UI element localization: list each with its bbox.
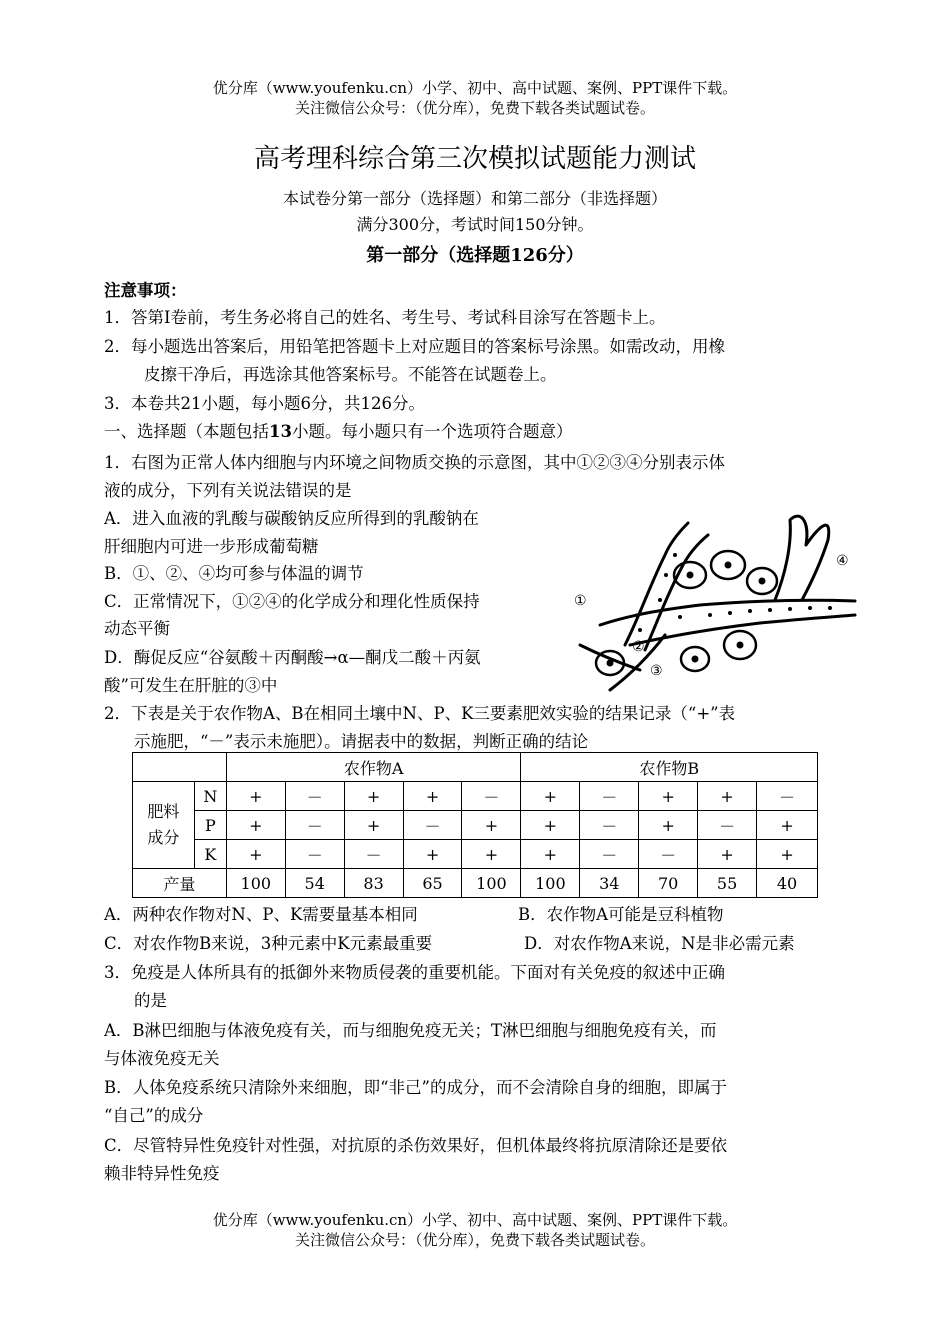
table-cell: －	[580, 811, 639, 840]
q1-option-d-2: 酸”可发生在肝脏的③中	[104, 676, 278, 695]
fertilizer-results-table	[132, 752, 818, 898]
header-line-1: 优分库（www.youfenku.cn）小学、初中、高中试题、案例、PPT课件下载。	[212, 79, 738, 97]
yield-label: 产量	[133, 869, 227, 898]
table-header-row	[133, 753, 818, 782]
table-row	[133, 782, 818, 811]
table-cell: +	[344, 782, 403, 811]
row-label-n: N	[194, 782, 226, 811]
table-row	[133, 840, 818, 869]
table-corner-cell	[133, 753, 227, 782]
q2-option-c: C．对农作物B来说，3种元素中K元素最重要	[104, 934, 433, 953]
footer-line-1: 优分库（www.youfenku.cn）小学、初中、高中试题、案例、PPT课件下载。	[212, 1211, 738, 1229]
q1-option-b: B．①、②、④均可参与体温的调节	[104, 564, 364, 583]
fertilizer-label-cell	[133, 782, 195, 869]
q2-option-a: A．两种农作物对N、P、K需要量基本相同	[104, 905, 418, 924]
figure-label-1: ①	[574, 593, 587, 609]
header-line-2: 关注微信公众号：（优分库），免费下载各类试题试卷。	[294, 99, 655, 117]
q1-option-d-1: D．酶促反应“谷氨酸＋丙酮酸→α—酮戊二酸＋丙氨	[104, 648, 481, 667]
subtitle-1: 本试卷分第一部分（选择题）和第二部分（非选择题）	[282, 189, 667, 208]
q3-stem-2: 的是	[134, 991, 167, 1010]
yield-cell: 70	[639, 869, 698, 898]
lymph-vessel	[775, 516, 829, 600]
table-cell: －	[580, 840, 639, 869]
yield-cell: 54	[285, 869, 344, 898]
yield-row	[133, 869, 818, 898]
table-cell: +	[462, 840, 521, 869]
table-cell: +	[639, 782, 698, 811]
yield-cell: 100	[226, 869, 285, 898]
table-cell: +	[226, 840, 285, 869]
q3-option-b-2: “自己”的成分	[104, 1106, 204, 1125]
table-cell: +	[226, 811, 285, 840]
notice-item-1: 1．答第I卷前，考生务必将自己的姓名、考生号、考试科目涂写在答题卡上。	[104, 308, 666, 327]
table-cell: +	[403, 782, 462, 811]
page-title: 高考理科综合第三次模拟试题能力测试	[253, 144, 696, 174]
body-fluid-exchange-figure	[570, 505, 860, 695]
table-cell: －	[462, 782, 521, 811]
fertilizer-label-1: 肥料	[147, 802, 180, 821]
yield-cell: 100	[462, 869, 521, 898]
table-cell: －	[698, 811, 757, 840]
table-row	[133, 811, 818, 840]
table-cell: +	[698, 782, 757, 811]
figure-label-3: ③	[650, 663, 663, 679]
q1-option-a-1: A．进入血液的乳酸与碳酸钠反应所得到的乳酸钠在	[104, 509, 479, 528]
table-cell: +	[757, 811, 818, 840]
footer-line-2: 关注微信公众号：（优分库），免费下载各类试题试卷。	[294, 1231, 655, 1249]
yield-cell: 100	[521, 869, 580, 898]
table-cell: +	[639, 811, 698, 840]
table-cell: －	[580, 782, 639, 811]
q3-option-b-1: B．人体免疫系统只清除外来细胞，即“非己”的成分，而不会清除自身的细胞，即属于	[104, 1078, 727, 1097]
section-pre: 一、选择题（本题包括	[104, 422, 269, 441]
crop-b-header: 农作物B	[521, 753, 818, 782]
table-cell: －	[757, 782, 818, 811]
table-cell: +	[462, 811, 521, 840]
table-cell: +	[757, 840, 818, 869]
yield-cell: 83	[344, 869, 403, 898]
table-cell: －	[285, 811, 344, 840]
table-cell: －	[285, 840, 344, 869]
q1-stem-1: 1．右图为正常人体内细胞与内环境之间物质交换的示意图，其中①②③④分别表示体	[104, 453, 725, 472]
table-cell: －	[344, 840, 403, 869]
q2-option-b: B．农作物A可能是豆科植物	[518, 905, 724, 924]
q1-option-c-2: 动态平衡	[104, 619, 170, 638]
table-cell: +	[698, 840, 757, 869]
subtitle-2: 满分300分，考试时间150分钟。	[356, 215, 594, 234]
q2-option-d: D．对农作物A来说，N是非必需元素	[524, 934, 795, 953]
q2-stem-2: 示施肥，“－”表示未施肥）。请据表中的数据，判断正确的结论	[134, 732, 589, 751]
q3-stem-1: 3．免疫是人体所具有的抵御外来物质侵袭的重要机能。下面对有关免疫的叙述中正确	[104, 963, 725, 982]
table-cell: +	[344, 811, 403, 840]
table-cell: －	[639, 840, 698, 869]
q3-option-a-2: 与体液免疫无关	[104, 1049, 220, 1068]
q3-option-c-1: C．尽管特异性免疫针对性强，对抗原的杀伤效果好，但机体最终将抗原清除还是要依	[104, 1136, 728, 1155]
table-cell: +	[521, 811, 580, 840]
crop-a-header: 农作物A	[226, 753, 521, 782]
section-num: 13	[269, 422, 292, 441]
row-label-p: P	[194, 811, 226, 840]
table-cell: +	[226, 782, 285, 811]
notice-item-2a: 2．每小题选出答案后，用铅笔把答题卡上对应题目的答案标号涂黑。如需改动，用橡	[104, 337, 725, 356]
table-cell: －	[285, 782, 344, 811]
section-heading	[104, 421, 844, 443]
yield-cell: 55	[698, 869, 757, 898]
q3-option-c-2: 赖非特异性免疫	[104, 1164, 220, 1183]
q1-option-a-2: 肝细胞内可进一步形成葡萄糖	[104, 537, 319, 556]
fertilizer-label-2: 成分	[147, 828, 180, 847]
notice-item-2b: 皮擦干净后，再选涂其他答案标号。不能答在试题卷上。	[144, 365, 557, 384]
figure-label-2: ②	[632, 639, 645, 655]
q3-option-a-1: A．B淋巴细胞与体液免疫有关，而与细胞免疫无关；T淋巴细胞与细胞免疫有关，而	[104, 1021, 717, 1040]
q2-stem-1: 2．下表是关于农作物A、B在相同土壤中N、P、K三要素肥效实验的结果记录（“+”表	[104, 704, 736, 723]
part-title: 第一部分（选择题126分）	[366, 245, 584, 266]
q1-stem-2: 液的成分，下列有关说法错误的是	[104, 481, 352, 500]
section-post: 小题。每小题只有一个选项符合题意）	[291, 422, 573, 441]
figure-label-4: ④	[836, 553, 849, 569]
table-cell: +	[403, 840, 462, 869]
table-cell: +	[521, 840, 580, 869]
table-cell: －	[403, 811, 462, 840]
notice-heading: 注意事项：	[104, 281, 187, 300]
table-cell: +	[521, 782, 580, 811]
q1-option-c-1: C．正常情况下，①②④的化学成分和理化性质保持	[104, 592, 480, 611]
yield-cell: 34	[580, 869, 639, 898]
notice-item-3: 3．本卷共21小题，每小题6分，共126分。	[104, 394, 425, 413]
row-label-k: K	[194, 840, 226, 869]
yield-cell: 40	[757, 869, 818, 898]
yield-cell: 65	[403, 869, 462, 898]
